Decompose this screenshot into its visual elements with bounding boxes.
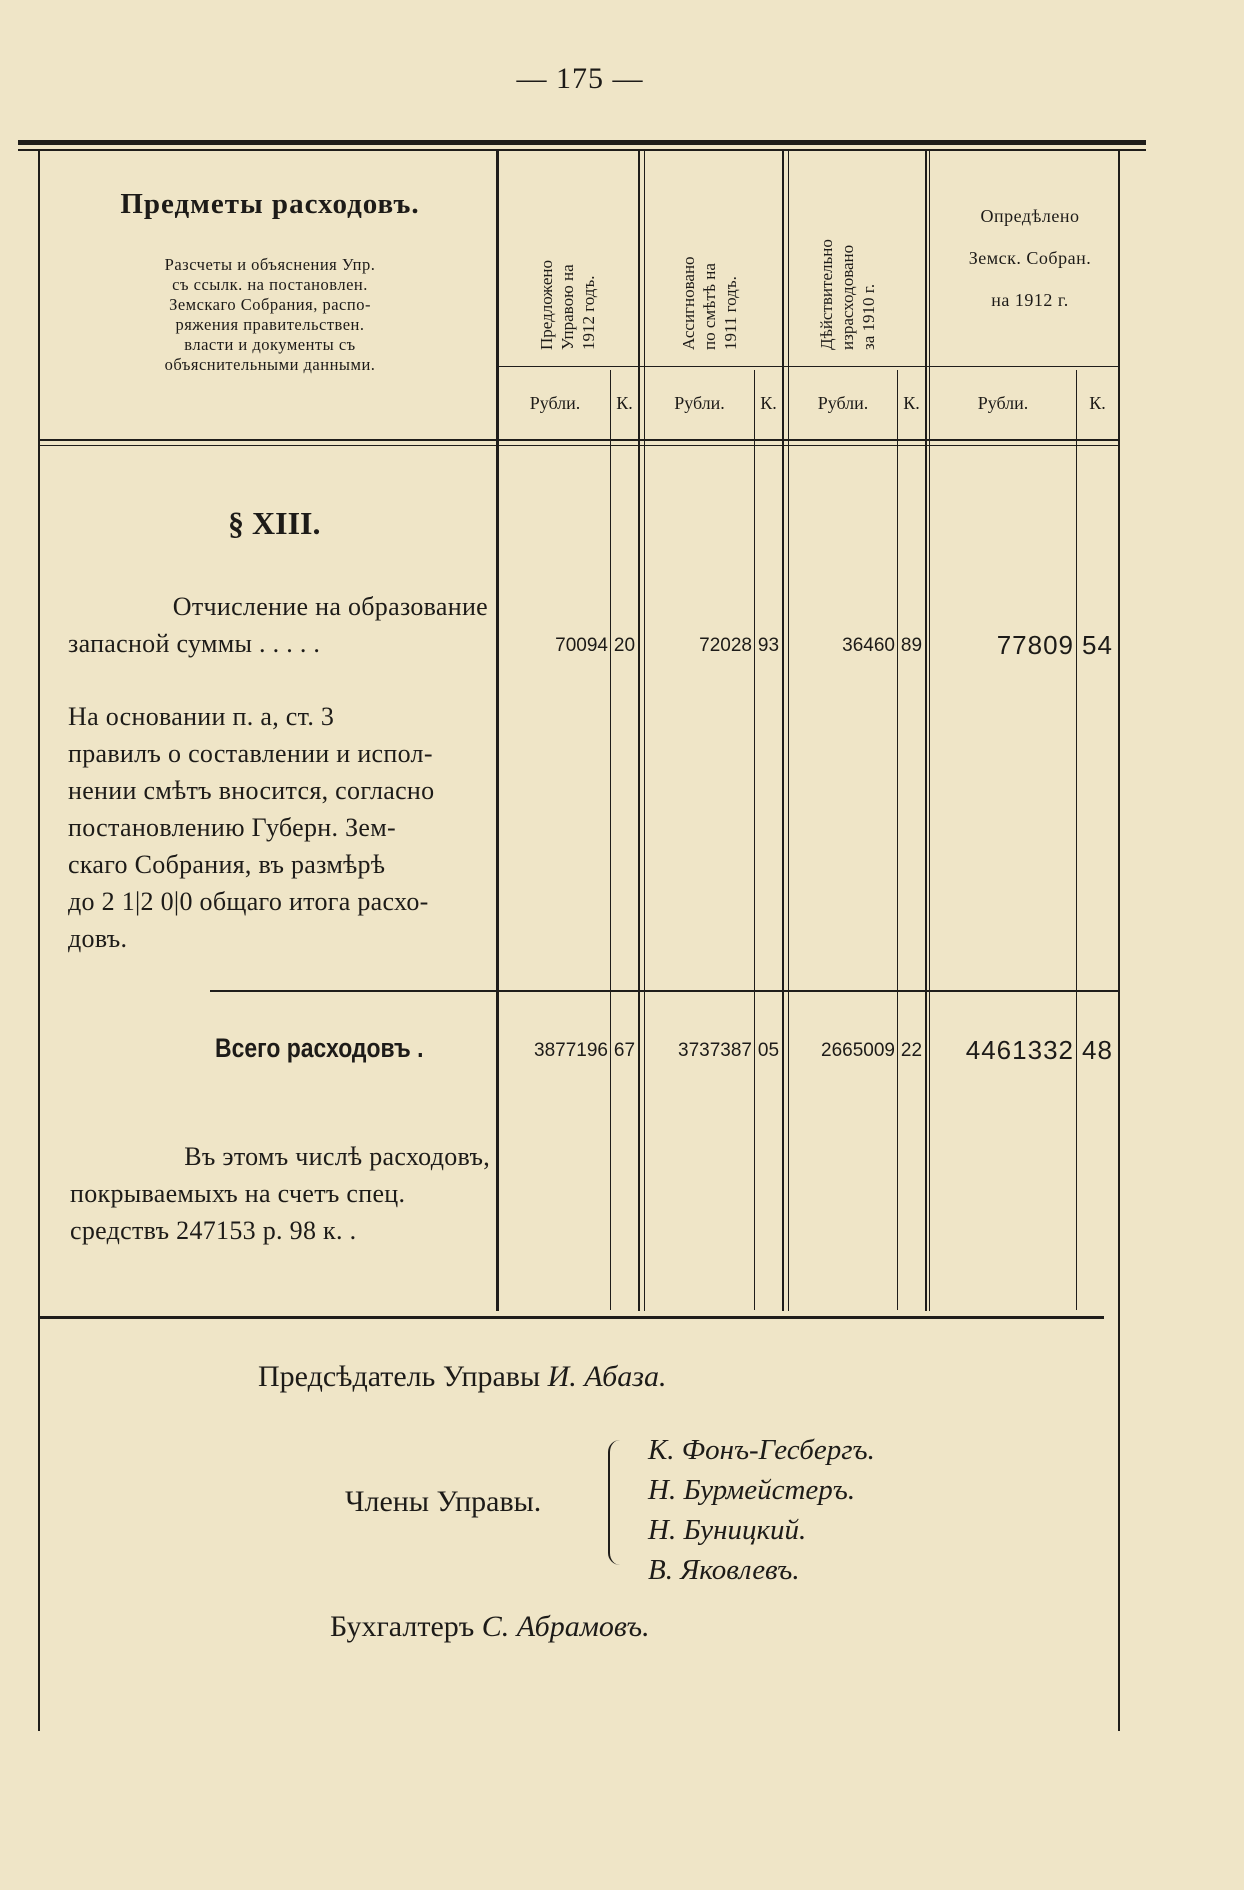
- unit-rubles: Рубли.: [529, 393, 581, 413]
- total-assigned-kopecks: 05: [757, 1040, 780, 1061]
- totals-label: Всего расходовъ .: [215, 1033, 424, 1063]
- section-mark: § XIII.: [228, 505, 321, 541]
- chair-signature: Предсѣдатель Управы И. Абаза.: [258, 1360, 667, 1393]
- unit-kopecks: К.: [616, 393, 633, 413]
- header-unit-rule: [498, 366, 1118, 367]
- item-description: Отчисление на образование запасной суммы . . . . .: [68, 592, 488, 658]
- members-label: Члены Управы.: [345, 1485, 542, 1518]
- total-proposed-rubles: 3877196: [534, 1040, 608, 1061]
- value-spent-rubles: 36460: [842, 635, 895, 656]
- column-divider: [788, 151, 789, 1311]
- column-title: Предметы расходовъ.: [120, 188, 420, 220]
- header-determined: Опредѣлено Земск. Собран. на 1912 г.: [968, 206, 1092, 310]
- value-proposed-rubles: 70094: [555, 635, 608, 656]
- unit-kopecks: К.: [903, 393, 920, 413]
- unit-kopecks: К.: [760, 393, 777, 413]
- total-proposed-kopecks: 67: [613, 1040, 636, 1061]
- column-divider: [644, 151, 645, 1311]
- header-bottom-rule-2: [40, 445, 1118, 446]
- value-determined-rubles: 77809: [996, 630, 1074, 660]
- value-assigned-rubles: 72028: [699, 635, 752, 656]
- totals-note: Въ этомъ числѣ расходовъ, покрываемыхъ на счетъ спец. средствъ 247153 р. 98 к. .: [70, 1142, 490, 1245]
- column-divider: [1076, 370, 1077, 1310]
- unit-rubles: Рубли.: [674, 393, 725, 413]
- header-assigned: Ассигновано по смѣтѣ на 1911 годъ.: [679, 256, 740, 350]
- accountant-signature: Бухгалтеръ С. Абрамовъ.: [330, 1610, 650, 1643]
- unit-kopecks: К.: [1089, 393, 1106, 413]
- unit-rubles: Рубли.: [817, 393, 869, 413]
- value-determined-kopecks: 54: [1082, 630, 1113, 660]
- total-spent-kopecks: 22: [900, 1040, 923, 1061]
- column-subtitle: Разсчеты и объяснения Упр. съ ссылк. на постановлен. Земскаго Собрания, распо- ряжения правительствен. власти и документы съ объяснительными данными.: [164, 255, 376, 374]
- top-rule-thin: [18, 149, 1146, 151]
- header-proposed: Предложено Управою на 1912 годъ.: [537, 260, 598, 350]
- column-divider: [754, 370, 755, 1310]
- total-determined-rubles: 4461332: [965, 1035, 1074, 1065]
- unit-rubles: Рубли.: [977, 393, 1029, 413]
- value-assigned-kopecks: 93: [757, 635, 780, 656]
- members-brace: [608, 1440, 624, 1565]
- top-rule: [18, 140, 1146, 145]
- column-divider: [925, 151, 927, 1311]
- column-divider: [929, 151, 930, 1311]
- value-proposed-kopecks: 20: [613, 635, 636, 656]
- members-list: К. Фонъ-Гесбергъ. Н. Бурмейстеръ. Н. Буницкий. В. Яковлевъ.: [648, 1434, 875, 1586]
- page-number: — 175 —: [516, 62, 644, 95]
- column-divider: [782, 151, 784, 1311]
- column-divider: [897, 370, 898, 1310]
- header-spent: Дѣйствительно израсходовано за 1910 г.: [817, 239, 878, 350]
- totals-rule: [210, 990, 1118, 992]
- table-bottom-rule: [40, 1316, 1104, 1319]
- total-assigned-rubles: 3737387: [678, 1040, 752, 1061]
- table-border-left: [38, 151, 40, 1731]
- header-bottom-rule: [40, 439, 1118, 441]
- table-border-right: [1118, 151, 1120, 1731]
- total-spent-rubles: 2665009: [821, 1040, 895, 1061]
- column-divider: [610, 370, 611, 1310]
- column-divider: [638, 151, 640, 1311]
- value-spent-kopecks: 89: [900, 635, 923, 656]
- item-explanation: На основании п. а, ст. 3 правилъ о составлении и испол- нении смѣтъ вносится, согласно постановлению Губерн. Зем- скаго Собрания, въ размѣрѣ до 2 1|2 0|0 общаго итога расхо- довъ.: [68, 702, 435, 953]
- total-determined-kopecks: 48: [1082, 1035, 1113, 1065]
